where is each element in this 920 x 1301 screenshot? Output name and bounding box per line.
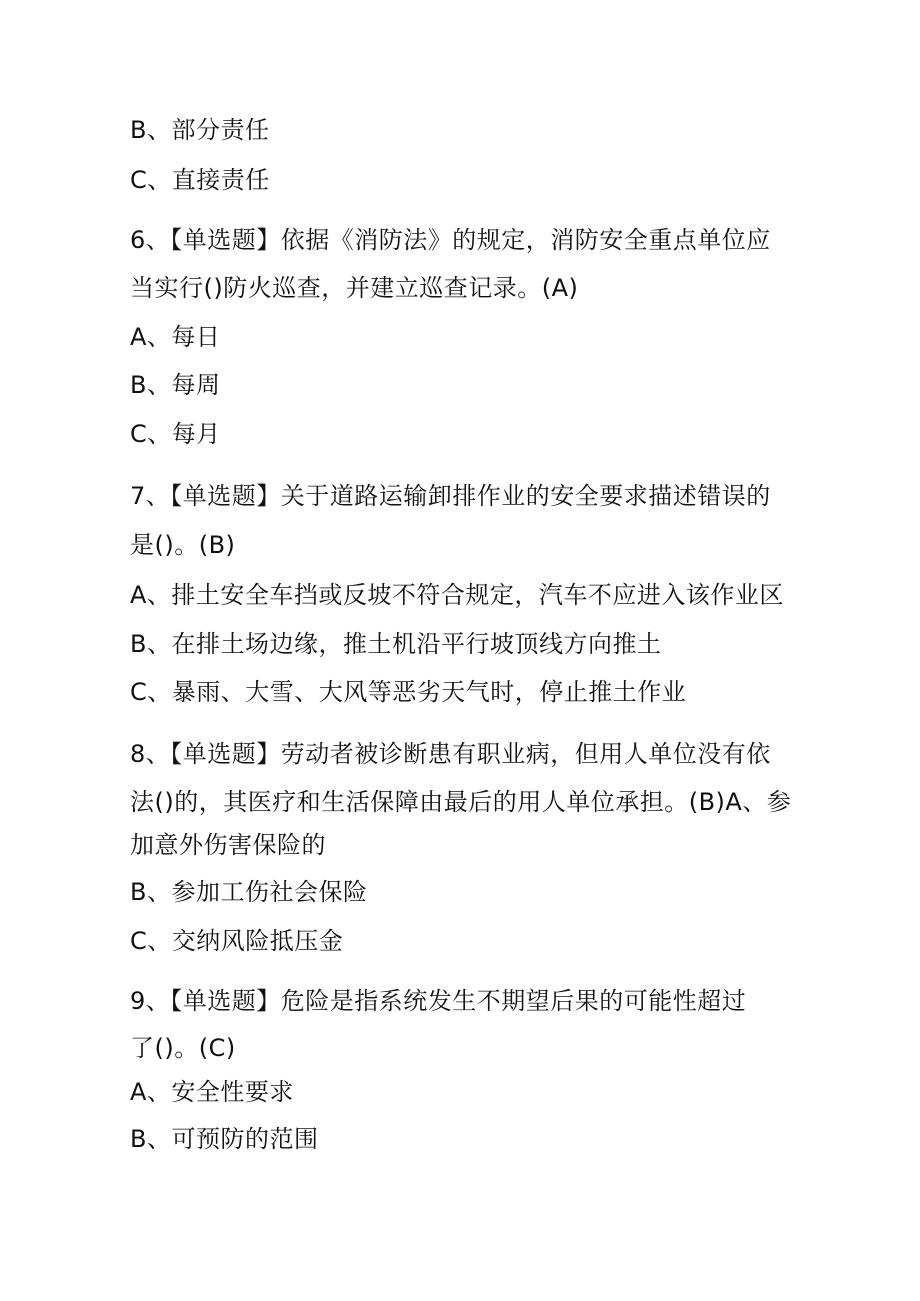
option-line: B、部分责任 xyxy=(130,116,270,144)
question-8-line-2: 法()的，其医疗和生活保障由最后的用人单位承担。(B)A、参 xyxy=(130,788,792,816)
option-line: B、在排土场边缘，推土机沿平行坡顶线方向推土 xyxy=(130,630,662,658)
question-6-line-1: 6、【单选题】依据《消防法》的规定，消防安全重点单位应 xyxy=(130,226,771,254)
option-line: C、直接责任 xyxy=(130,166,270,194)
question-6-line-2: 当实行()防火巡查，并建立巡查记录。(A) xyxy=(130,274,579,302)
option-line: A、每日 xyxy=(130,323,221,351)
question-8-line-1: 8、【单选题】劳动者被诊断患有职业病，但用人单位没有依 xyxy=(130,740,771,768)
option-line: A、安全性要求 xyxy=(130,1078,294,1106)
option-line: C、暴雨、大雪、大风等恶劣天气时，停止推土作业 xyxy=(130,678,687,706)
option-line: C、交纳风险抵压金 xyxy=(130,927,344,955)
question-8-line-3: 加意外伤害保险的 xyxy=(130,831,326,859)
question-9-line-2: 了()。(C) xyxy=(130,1034,236,1062)
question-7-line-2: 是()。(B) xyxy=(130,531,236,559)
option-line: C、每月 xyxy=(130,420,221,448)
option-line: A、排土安全车挡或反坡不符合规定，汽车不应进入该作业区 xyxy=(130,581,784,609)
option-line: B、每周 xyxy=(130,371,221,399)
option-line: B、可预防的范围 xyxy=(130,1125,319,1153)
question-9-line-1: 9、【单选题】危险是指系统发生不期望后果的可能性超过 xyxy=(130,987,747,1015)
option-line: B、参加工伤社会保险 xyxy=(130,878,368,906)
question-7-line-1: 7、【单选题】关于道路运输卸排作业的安全要求描述错误的 xyxy=(130,482,771,510)
